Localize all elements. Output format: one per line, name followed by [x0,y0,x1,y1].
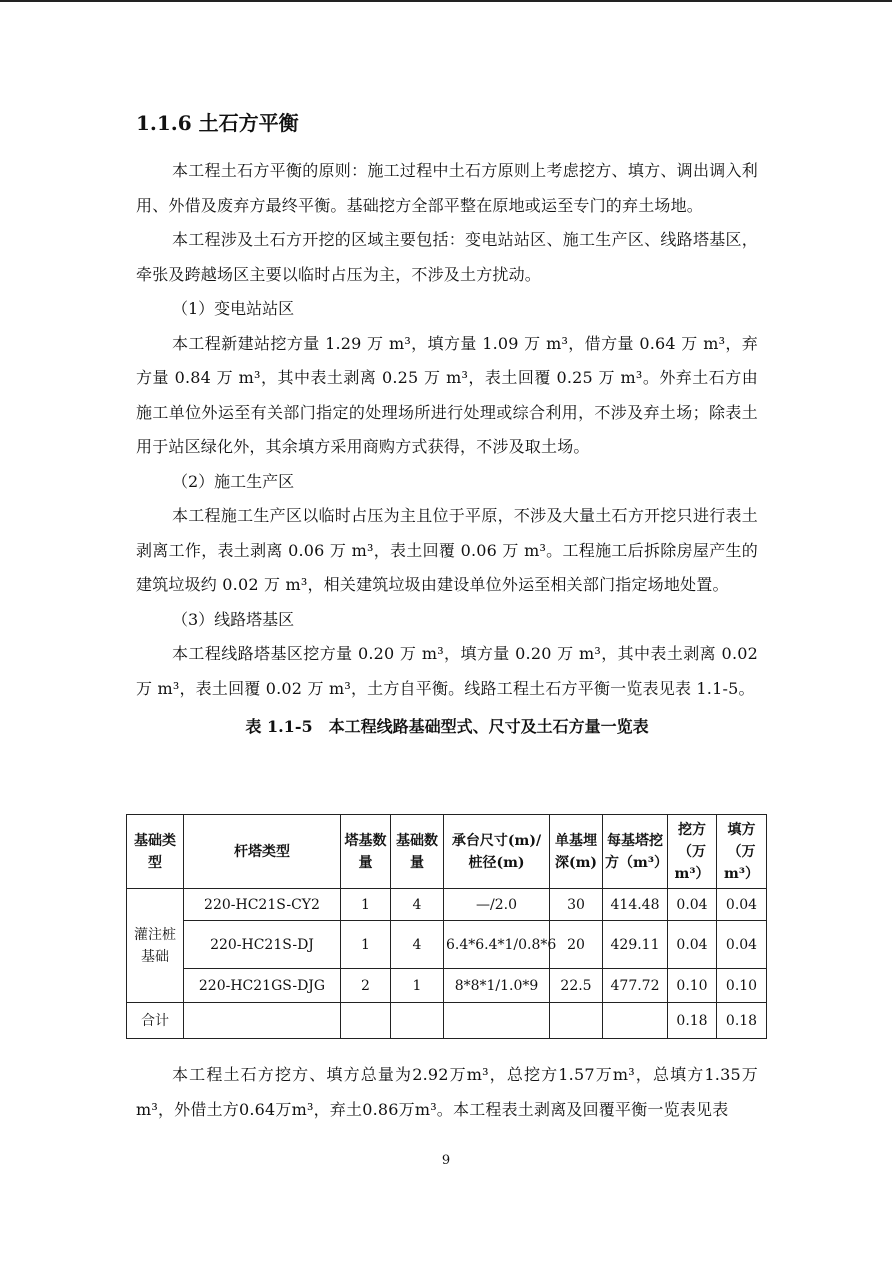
paragraph-areas: 本工程涉及土石方开挖的区域主要包括：变电站站区、施工生产区、线路塔基区，牵张及跨越场区主要以临时占压为主，不涉及土方扰动。 [136,230,758,284]
earthwork-table [126,814,767,1039]
cell-tower-count: 1 [341,921,391,969]
cell-cut-total: 0.04 [668,889,717,921]
section-heading [136,106,758,140]
header-cut-per-tower: 每基塔挖方（m³） [603,815,668,889]
header-fill-total: 填方（万m³） [717,815,767,889]
cell-empty [550,1003,603,1039]
header-burial-depth: 单基埋深(m) [550,815,603,889]
cell-cut-total: 0.04 [668,921,717,969]
table-total-row [127,1003,767,1039]
header-foundation-count: 基础数量 [391,815,444,889]
cell-cut-per-tower: 477.72 [603,969,668,1003]
cell-empty [444,1003,550,1039]
cell-empty [184,1003,341,1039]
cell-total-cut: 0.18 [668,1003,717,1039]
cell-group-foundation: 灌注桩基础 [127,889,184,1003]
cell-burial-depth: 22.5 [550,969,603,1003]
paragraph-tower-area: 本工程线路塔基区挖方量 0.20 万 m³，填方量 0.20 万 m³，其中表土剥离 0.02 万 m³，表土回覆 0.02 万 m³，土方自平衡。线路工程土石方平衡一览表见表 1.1-5。 [136,644,758,698]
subheading-substation: （1）变电站站区 [172,299,295,318]
cell-total-label: 合计 [127,1003,184,1039]
cell-tower-type: 220-HC21GS-DJG [184,969,341,1003]
cell-empty [391,1003,444,1039]
cell-cap-size: 6.4*6.4*1/0.8*6 [444,921,550,969]
section-number: 1.1.6 [136,111,192,135]
cell-tower-type: 220-HC21S-DJ [184,921,341,969]
cell-fill-total: 0.04 [717,889,767,921]
cell-burial-depth: 30 [550,889,603,921]
paragraph-summary: 本工程土石方挖方、填方总量为2.92万m³，总挖方1.57万m³，总填方1.35万m³，外借土方0.64万m³，弃土0.86万m³。本工程表土剥离及回覆平衡一览表见表 [136,1065,758,1119]
cell-cap-size: 8*8*1/1.0*9 [444,969,550,1003]
table-row [127,921,767,969]
table-header-row [127,815,767,889]
paragraph-principle: 本工程土石方平衡的原则：施工过程中土石方原则上考虑挖方、填方、调出调入利用、外借及废弃方最终平衡。基础挖方全部平整在原地或运至专门的弃土场地。 [136,161,758,215]
cell-empty [603,1003,668,1039]
cell-empty [341,1003,391,1039]
header-cap-size: 承台尺寸(m)/桩径(m) [444,815,550,889]
cell-fill-total: 0.04 [717,921,767,969]
header-cut-total: 挖方（万m³） [668,815,717,889]
table-row [127,969,767,1003]
cell-foundation-count: 4 [391,921,444,969]
header-foundation-type: 基础类型 [127,815,184,889]
cell-foundation-count: 4 [391,889,444,921]
top-border-line [0,0,892,2]
cell-foundation-count: 1 [391,969,444,1003]
paragraph-substation: 本工程新建站挖方量 1.29 万 m³，填方量 1.09 万 m³，借方量 0.64 万 m³，弃方量 0.84 万 m³，其中表土剥离 0.25 万 m³，表土回覆 0.25 万 m³。外弃土石方由施工单位外运至有关部门指定的处理场所进行处理或综合利用，不涉及弃土场；除表土用于站区绿化外，其余填方采用商购方式获得，不涉及取土场。 [136,333,758,456]
summary-section [136,1058,758,1127]
page-number: 9 [441,1153,451,1168]
header-tower-count: 塔基数量 [341,815,391,889]
cell-tower-type: 220-HC21S-CY2 [184,889,341,921]
table-caption: 表 1.1-5 本工程线路基础型式、尺寸及土石方量一览表 [245,717,649,736]
cell-tower-count: 2 [341,969,391,1003]
subheading-construction-area: （2）施工生产区 [172,471,295,491]
cell-fill-total: 0.10 [717,969,767,1003]
cell-cut-per-tower: 414.48 [603,889,668,921]
cell-tower-count: 1 [341,889,391,921]
cell-cut-total: 0.10 [668,969,717,1003]
cell-total-fill: 0.18 [717,1003,767,1039]
cell-burial-depth: 20 [550,921,603,969]
document-body [136,106,758,744]
cell-cap-size: —/2.0 [444,889,550,921]
subheading-tower-area: （3）线路塔基区 [172,609,295,629]
header-tower-type: 杆塔类型 [184,815,341,889]
paragraph-construction-area: 本工程施工生产区以临时占压为主且位于平原，不涉及大量土石方开挖只进行表土剥离工作，表土剥离 0.06 万 m³，表土回覆 0.06 万 m³。工程施工后拆除房屋产生的建筑垃圾约 0.02 万 m³，相关建筑垃圾由建设单位外运至相关部门指定场地处置。 [136,506,758,594]
cell-cut-per-tower: 429.11 [603,921,668,969]
table-row [127,889,767,921]
section-title: 土石方平衡 [198,111,299,135]
